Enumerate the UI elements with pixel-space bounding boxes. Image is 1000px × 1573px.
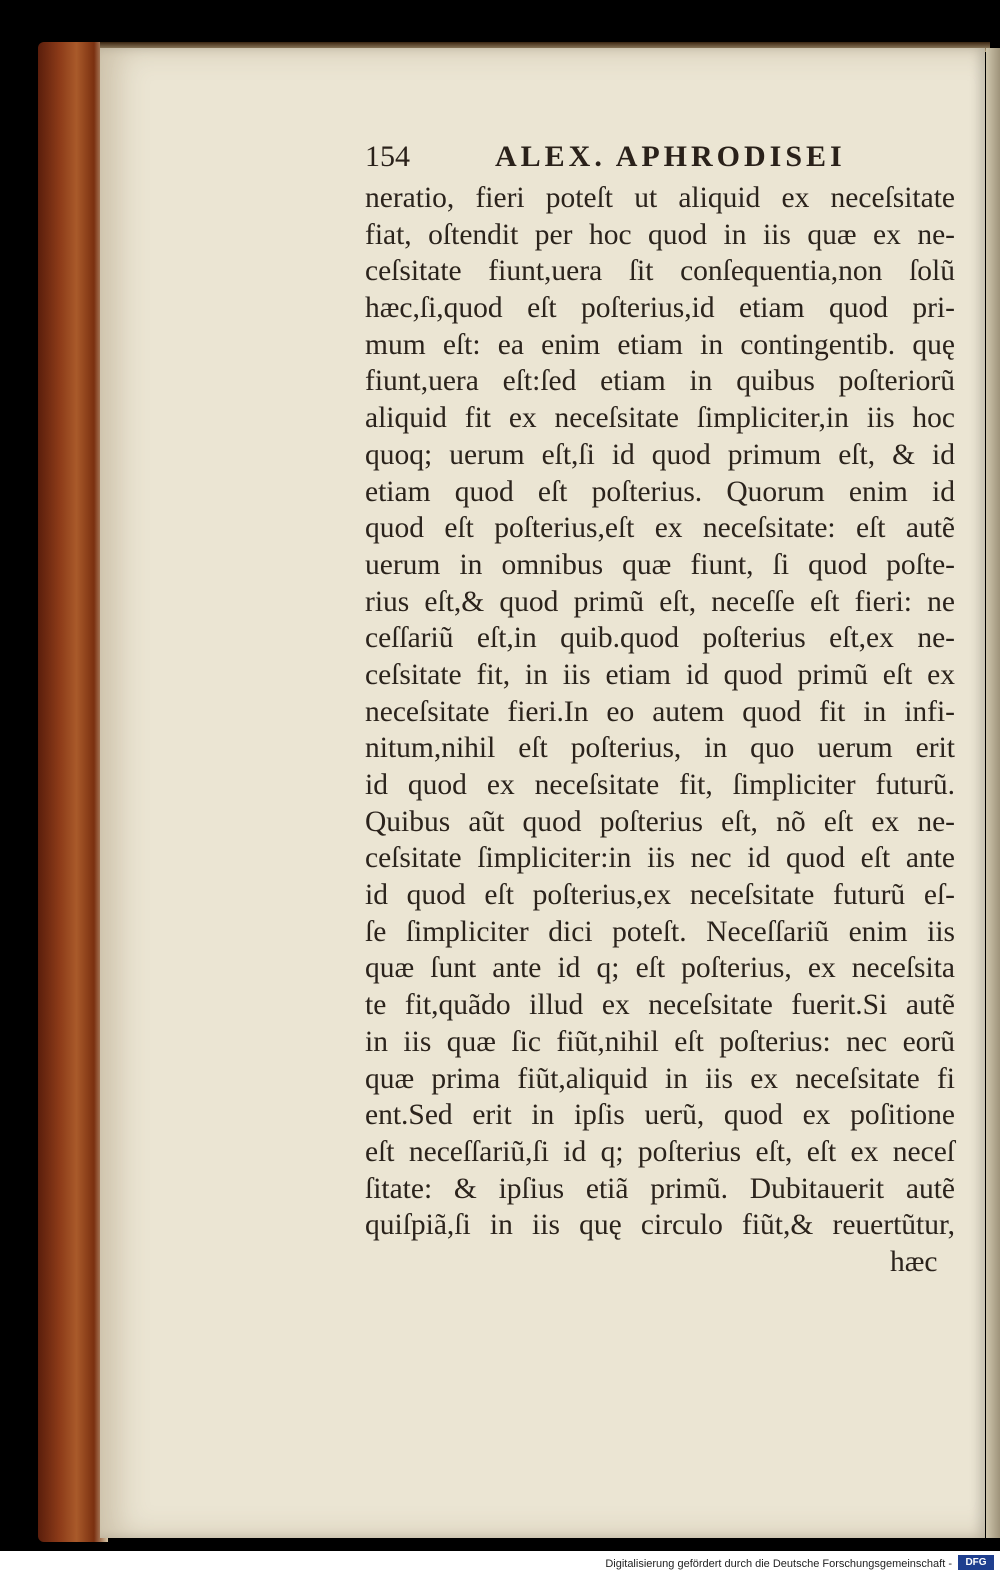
text-line: ſe ſimpliciter dici poteſt. Neceſſariũ enim iis bbox=[365, 915, 955, 948]
text-line: ent.Sed erit in ipſis uerũ, quod ex poſitione bbox=[365, 1099, 955, 1132]
page-number: 154 bbox=[365, 140, 410, 173]
running-title: ALEX. APHRODISEI bbox=[495, 140, 846, 173]
text-line: fiunt,uera eſt:ſed etiam in quibus poſteriorũ bbox=[365, 365, 955, 398]
text-line: ſitate: & ipſius etiã primũ. Dubitauerit autẽ bbox=[365, 1172, 955, 1205]
text-line: fiat, oſtendit per hoc quod in iis quæ ex ne- bbox=[365, 218, 955, 251]
text-line: in iis quæ ſic fiũt,nihil eſt poſterius: nec eorũ bbox=[365, 1025, 955, 1058]
text-line: te fit,quãdo illud ex neceſsitate fuerit.Si autẽ bbox=[365, 989, 955, 1022]
text-line: Quibus aũt quod poſterius eſt, nõ eſt ex ne- bbox=[365, 805, 955, 838]
text-line: neceſsitate fieri.In eo autem quod fit in infi- bbox=[365, 695, 955, 728]
text-line: quæ ſunt ante id q; eſt poſterius, ex neceſsita bbox=[365, 952, 955, 985]
text-line: ceſſariũ eſt,in quib.quod poſterius eſt,ex ne- bbox=[365, 622, 955, 655]
text-line: neratio, fieri poteſt ut aliquid ex neceſsitate bbox=[365, 182, 955, 214]
text-line: id quod eſt poſterius,ex neceſsitate futurũ eſ- bbox=[365, 879, 955, 912]
text-line: id quod ex neceſsitate fit, ſimpliciter futurũ. bbox=[365, 769, 955, 801]
book-spine-edge bbox=[38, 42, 108, 1542]
text-line: quiſpiã,ſi in iis quę circulo fiũt,& reuertũtur, bbox=[365, 1209, 955, 1242]
footer-bar bbox=[0, 1551, 1000, 1573]
text-line: ceſsitate fiunt,uera ſit conſequentia,non ſolũ bbox=[365, 255, 955, 288]
digitization-credit: Digitalisierung gefördert durch die Deutsche Forschungsgemeinschaft - bbox=[605, 1558, 952, 1570]
text-line: rius eſt,& quod primũ eſt, neceſſe eſt fieri: ne bbox=[365, 585, 955, 618]
text-line: aliquid fit ex neceſsitate ſimpliciter,in iis hoc bbox=[365, 402, 955, 435]
text-line: ceſsitate fit, in iis etiam id quod primũ eſt ex bbox=[365, 658, 955, 691]
text-line: nitum,nihil eſt poſterius, in quo uerum erit bbox=[365, 732, 955, 765]
page-right-edge bbox=[986, 48, 1000, 1538]
catchword: hæc bbox=[890, 1246, 938, 1278]
text-line: hæc,ſi,quod eſt poſterius,id etiam quod pri- bbox=[365, 292, 955, 325]
text-line: quoq; uerum eſt,ſi id quod primum eſt, & id bbox=[365, 438, 955, 471]
text-line: quæ prima fiũt,aliquid in iis ex neceſsitate fi bbox=[365, 1062, 955, 1095]
text-line: uerum in omnibus quæ fiunt, ſi quod poſte- bbox=[365, 548, 955, 581]
text-line: eſt neceſſariũ,ſi id q; poſterius eſt, eſt ex neceſ bbox=[365, 1135, 955, 1168]
text-line: ceſsitate ſimpliciter:in iis nec id quod eſt ante bbox=[365, 842, 955, 875]
text-line: etiam quod eſt poſterius. Quorum enim id bbox=[365, 475, 955, 508]
body-text bbox=[365, 180, 955, 1244]
text-line: quod eſt poſterius,eſt ex neceſsitate: eſt autẽ bbox=[365, 512, 955, 545]
dfg-logo: DFG bbox=[958, 1555, 994, 1570]
page-header bbox=[365, 140, 955, 180]
text-line: mum eſt: ea enim etiam in contingentib. quę bbox=[365, 328, 955, 361]
